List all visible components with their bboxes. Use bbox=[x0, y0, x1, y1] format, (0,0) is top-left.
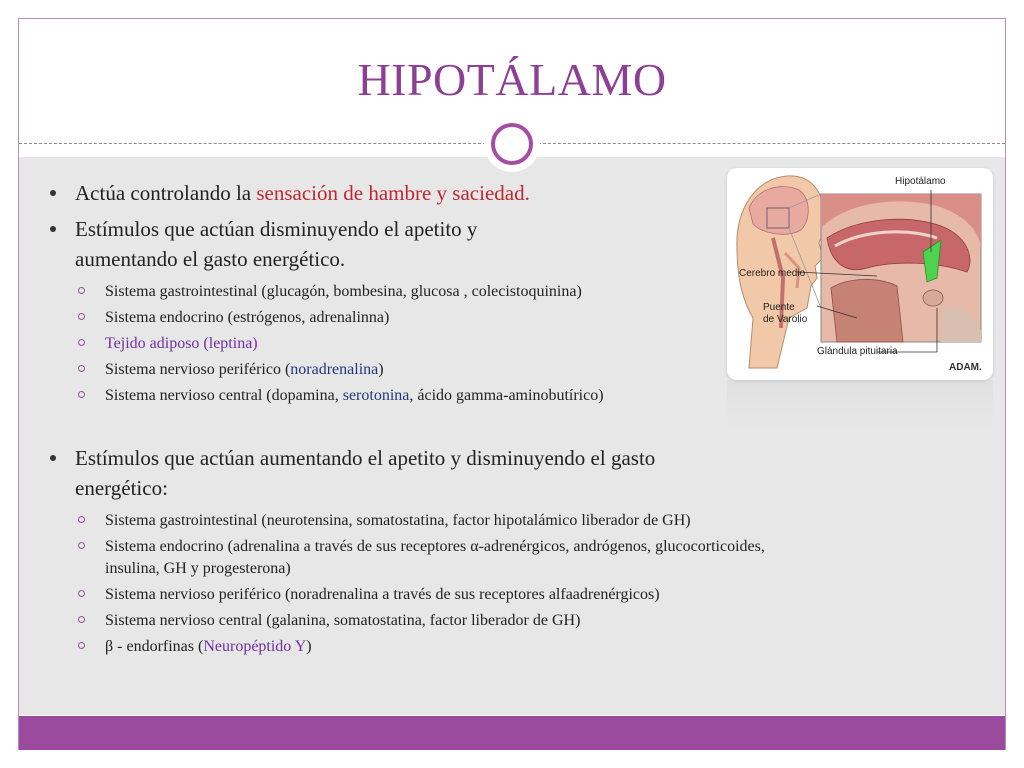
label-glandula-pituitaria: Glándula pituitaria bbox=[817, 346, 898, 357]
list-item: Sistema gastrointestinal (neurotensina, somatostatina, factor hipotalámico liberador de GH) bbox=[105, 512, 691, 529]
sub-bullet-icon bbox=[78, 365, 85, 372]
item-post: ) bbox=[378, 361, 384, 378]
item-highlight: Neuropéptido Y bbox=[203, 638, 307, 655]
list-item: Tejido adiposo (leptina) bbox=[105, 335, 258, 352]
label-hipotalamo: Hipotálamo bbox=[895, 176, 946, 187]
ring-inner-icon bbox=[491, 123, 533, 165]
sub-bullet-icon bbox=[78, 616, 85, 623]
label-puente: Puente bbox=[763, 302, 795, 313]
bullet-2-line-2: aumentando el gasto energético. bbox=[75, 247, 346, 271]
bullet-1-highlight: sensación de hambre y saciedad. bbox=[256, 181, 530, 205]
bullet-3-line-1: Estímulos que actúan aumentando el apetito y disminuyendo el gasto bbox=[75, 446, 656, 470]
bottom-bar bbox=[19, 716, 1005, 750]
label-varolio: de Varolio bbox=[763, 314, 808, 325]
list-item: Sistema nervioso central (galanina, somatostatina, factor liberador de GH) bbox=[105, 612, 581, 629]
list-item: Sistema nervioso periférico (noradrenalina a través de sus receptores alfaadrenérgicos) bbox=[105, 586, 660, 603]
bullet-1 bbox=[75, 178, 530, 208]
sub-bullet-icon bbox=[78, 642, 85, 649]
list-item: Sistema gastrointestinal (glucagón, bombesina, glucosa , colecistoquinina) bbox=[105, 283, 582, 300]
list-item bbox=[105, 358, 384, 381]
bullet-2-line-1: Estímulos que actúan disminuyendo el apetito y bbox=[75, 217, 478, 241]
sub-bullet-icon bbox=[78, 391, 85, 398]
sub-bullet-icon bbox=[78, 590, 85, 597]
bullet-1-prefix: Actúa controlando la bbox=[75, 181, 257, 205]
list-item: Sistema endocrino (estrógenos, adrenalinna) bbox=[105, 309, 390, 326]
sub-bullet-icon bbox=[78, 516, 85, 523]
list-item-line-2: insulina, GH y progesterona) bbox=[105, 560, 291, 577]
label-cerebro-medio: Cerebro medio bbox=[739, 268, 806, 279]
adam-logo: ADAM. bbox=[949, 362, 982, 373]
item-pre: Sistema nervioso periférico ( bbox=[105, 361, 291, 378]
item-pre: β - endorfinas ( bbox=[105, 638, 204, 655]
bullet-3-line-2: energético: bbox=[75, 476, 168, 500]
sub-bullet-icon bbox=[78, 287, 85, 294]
item-highlight: serotonina bbox=[342, 387, 410, 404]
item-pre: Sistema nervioso central (dopamina, bbox=[105, 387, 343, 404]
sub-bullet-icon bbox=[78, 542, 85, 549]
item-highlight: noradrenalina bbox=[290, 361, 379, 378]
bullet-dot-icon bbox=[50, 226, 56, 232]
bullet-dot-icon bbox=[50, 190, 56, 196]
bullet-dot-icon bbox=[50, 455, 56, 461]
hypothalamus-figure bbox=[727, 168, 993, 380]
sub-bullet-icon bbox=[78, 339, 85, 346]
list-item-line-1: Sistema endocrino (adrenalina a través de sus receptores α-adrenérgicos, andrógenos, glucocorticoides, bbox=[105, 538, 765, 555]
item-post: ) bbox=[306, 638, 312, 655]
list-item bbox=[105, 635, 312, 658]
reflection-shadow-icon bbox=[727, 380, 993, 436]
figure-reflection bbox=[727, 380, 993, 436]
list-item bbox=[105, 384, 604, 407]
sub-bullet-icon bbox=[78, 313, 85, 320]
item-post: , ácido gamma-aminobutírico) bbox=[409, 387, 604, 404]
slide-title: HIPOTÁLAMO bbox=[357, 54, 667, 105]
